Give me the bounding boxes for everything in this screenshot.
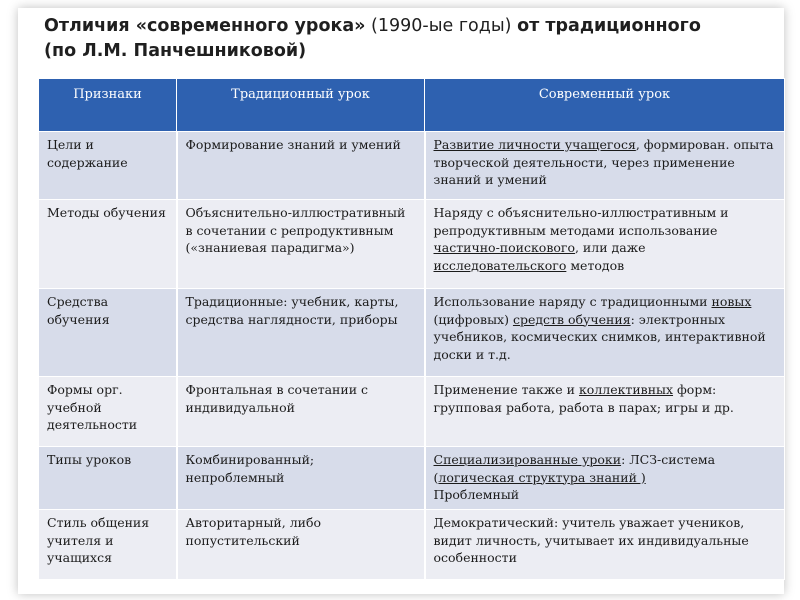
underlined-text: новых (711, 294, 752, 309)
header-traditional: Традиционный урок (177, 79, 425, 132)
table-row (39, 289, 785, 377)
underlined-text: частично-поискового (433, 240, 575, 255)
row-feature: Типы уроков (39, 447, 177, 510)
text-span: (цифровых) (433, 311, 513, 327)
header-modern: Современный урок (425, 79, 785, 132)
underlined-text: Развитие личности учащегося (433, 137, 636, 152)
row-feature: Стиль общения учителя и учащихся (39, 510, 177, 580)
row-traditional: Традиционные: учебник, карты, средства наглядности, приборы (177, 289, 425, 377)
row-traditional: Объяснительно-иллюстративный в сочетании с репродуктивным («знаниевая парадигма») (177, 200, 425, 289)
text-span: Наряду с объяснительно-иллюстративным и репродуктивным методами использование (433, 205, 729, 238)
table-row (39, 132, 785, 200)
list-item (186, 451, 416, 469)
text-span: , или даже (574, 240, 646, 255)
underlined-text: Специализированные уроки (433, 452, 622, 467)
list-item (186, 469, 416, 487)
title-part3: от традиционного (517, 16, 701, 36)
header-features: Признаки (39, 79, 177, 132)
row-feature: Цели и содержание (39, 132, 177, 200)
row-traditional (177, 447, 425, 510)
row-traditional: Фронтальная в сочетании с индивидуальной (177, 377, 425, 447)
row-traditional: Формирование знаний и умений (177, 132, 425, 200)
row-modern: Демократический: учитель уважает учеников, видит личность, учитывает их индивидуальные особенности (425, 510, 785, 580)
table-header-row (39, 79, 785, 132)
row-feature: Методы обучения (39, 200, 177, 289)
text-span: : электронных учебников, космических снимков, интерактивной доски и т.д. (433, 311, 766, 362)
row-feature: Формы орг. учебной деятельности (39, 377, 177, 447)
row-modern (425, 447, 785, 510)
list-item-text: Комбинированный; (185, 452, 315, 467)
underlined-text: средств обучения (512, 311, 631, 327)
title-part1: Отличия «современного урока» (44, 16, 366, 36)
row-modern (425, 132, 785, 200)
list-item-text: непроблемный (185, 469, 285, 485)
underlined-text: исследовательского (433, 257, 567, 273)
text-span: : ЛСЗ-система ( (433, 452, 716, 485)
text-span: форм: групповая работа, работа в парах; игры и др. (433, 382, 734, 415)
text-span: Использование наряду с традиционными (433, 294, 712, 309)
table-row (39, 377, 785, 447)
text-span: Применение также и (433, 382, 579, 397)
slide-title (44, 14, 784, 64)
table-row (39, 447, 785, 510)
table-row (39, 200, 785, 289)
row-traditional: Авторитарный, либо попустительский (177, 510, 425, 580)
text-span: , формирован. опыта творческой деятельности, через применение знаний и умений (433, 137, 774, 187)
underlined-text: логическая структура знаний ) (438, 469, 646, 485)
comparison-table (38, 78, 785, 580)
row-modern (425, 200, 785, 289)
row-feature: Средства обучения (39, 289, 177, 377)
title-part2: (1990-ые годы) (365, 16, 518, 36)
underlined-text: коллективных (578, 382, 674, 397)
row-modern (425, 289, 785, 377)
table-row (39, 510, 785, 580)
text-span: Проблемный (433, 487, 520, 502)
row-modern (425, 377, 785, 447)
title-line2: (по Л.М. Панчешниковой) (44, 41, 307, 61)
text-span: методов (566, 257, 625, 273)
